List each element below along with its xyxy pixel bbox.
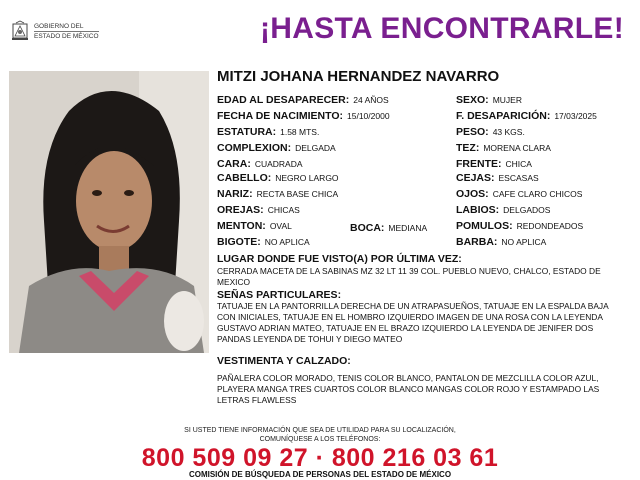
field-value: DELGADOS bbox=[503, 205, 551, 215]
field-value: MEDIANA bbox=[388, 223, 428, 233]
field-label: BARBA: bbox=[456, 236, 498, 248]
logo-line-2: ESTADO DE MÉXICO bbox=[34, 32, 99, 40]
field-value: 15/10/2000 bbox=[347, 111, 390, 121]
marks-title: SEÑAS PARTICULARES: bbox=[217, 289, 342, 301]
field-ojos bbox=[456, 188, 582, 200]
field-cara bbox=[217, 158, 303, 170]
field-value: MORENA CLARA bbox=[483, 143, 551, 153]
logo-line-1: GOBIERNO DEL bbox=[34, 23, 99, 32]
person-name: MITZI JOHANA HERNANDEZ NAVARRO bbox=[217, 68, 500, 85]
field-label: CARA: bbox=[217, 158, 251, 170]
field-boca bbox=[350, 222, 427, 234]
field-label: OREJAS: bbox=[217, 204, 264, 216]
field-complexion bbox=[217, 142, 336, 154]
field-value: 24 AÑOS bbox=[353, 95, 389, 105]
field-label: FRENTE: bbox=[456, 158, 502, 170]
person-photo bbox=[9, 71, 209, 353]
field-sexo bbox=[456, 94, 522, 106]
field-value: ESCASAS bbox=[498, 173, 539, 183]
field-estatura bbox=[217, 126, 319, 138]
field-cejas bbox=[456, 172, 539, 184]
field-value: MUJER bbox=[492, 95, 522, 105]
field-value: DELGADA bbox=[295, 143, 336, 153]
last-seen-title: LUGAR DONDE FUE VISTO(A) POR ÚLTIMA VEZ: bbox=[217, 253, 462, 265]
headline: ¡HASTA ENCONTRARLE! bbox=[260, 12, 625, 45]
field-label: NARIZ: bbox=[217, 188, 253, 200]
field-value: CAFE CLARO CHICOS bbox=[492, 189, 583, 199]
field-label: CEJAS: bbox=[456, 172, 495, 184]
field-value: RECTA BASE CHICA bbox=[256, 189, 339, 199]
field-value: 43 KGS. bbox=[492, 127, 525, 137]
field-labios bbox=[456, 204, 550, 216]
field-nacimiento bbox=[217, 110, 390, 122]
field-label: MENTON: bbox=[217, 220, 266, 232]
field-value: NO APLICA bbox=[501, 237, 547, 247]
field-value: OVAL bbox=[269, 221, 292, 231]
field-value: NO APLICA bbox=[264, 237, 310, 247]
field-nariz bbox=[217, 188, 338, 200]
field-value: REDONDEADOS bbox=[516, 221, 584, 231]
field-label: FECHA DE NACIMIENTO: bbox=[217, 110, 343, 122]
field-label: TEZ: bbox=[456, 142, 480, 154]
field-label: BOCA: bbox=[350, 222, 385, 234]
field-bigote bbox=[217, 236, 310, 248]
field-pomulos bbox=[456, 220, 583, 232]
field-label: LABIOS: bbox=[456, 204, 500, 216]
field-label: CABELLO: bbox=[217, 172, 272, 184]
footer-note-line-2: COMUNÍQUESE A LOS TELÉFONOS: bbox=[259, 436, 381, 443]
marks-text: TATUAJE EN LA PANTORRILLA DERECHA DE UN ATRAPASUEÑOS, TATUAJE EN LA ESPALDA BAJA CON INICIALES, TATUAJE EN EL HOMBRO IZQUIERDO IMAGEN DE UNA ROSA CON LA LEYENDA GUSTAVO ADRIAN MATEO, TATUAJE EN EL BRAZO IZQUIERDO LA LEYENDA DE JENIFER DOS PANDAS LEYENDA DE TOHUI Y DIEGO MATEO bbox=[217, 301, 609, 344]
field-label: OJOS: bbox=[456, 188, 489, 200]
field-orejas bbox=[217, 204, 300, 216]
clothing-text: PAÑALERA COLOR MORADO, TENIS COLOR BLANCO, PANTALON DE MEZCLILLA COLOR AZUL, PLAYERA MANGA TRES CUARTOS COLOR BLANCO MANGAS COLOR ROJO Y ESTAMPADO LAS LETRAS FLAWLESS bbox=[217, 373, 600, 405]
field-value: CHICA bbox=[505, 159, 532, 169]
field-tez bbox=[456, 142, 551, 154]
field-menton bbox=[217, 220, 292, 232]
field-label: F. DESAPARICIÓN: bbox=[456, 110, 551, 122]
field-value: 17/03/2025 bbox=[554, 111, 597, 121]
field-peso bbox=[456, 126, 525, 138]
field-label: BIGOTE: bbox=[217, 236, 261, 248]
field-label: POMULOS: bbox=[456, 220, 513, 232]
field-value: CUADRADA bbox=[254, 159, 303, 169]
field-value: 1.58 MTS. bbox=[280, 127, 320, 137]
field-label: PESO: bbox=[456, 126, 489, 138]
field-label: EDAD AL DESAPARECER: bbox=[217, 94, 350, 106]
field-label: SEXO: bbox=[456, 94, 489, 106]
last-seen-text: CERRADA MACETA DE LA SABINAS MZ 32 LT 11 39 COL. PUEBLO NUEVO, CHALCO, ESTADO DE MEXICO bbox=[217, 266, 601, 287]
logo-text bbox=[34, 23, 99, 40]
field-desaparicion bbox=[456, 110, 597, 122]
field-label: ESTATURA: bbox=[217, 126, 277, 138]
field-edad bbox=[217, 94, 389, 106]
clothing-title: VESTIMENTA Y CALZADO: bbox=[217, 355, 351, 367]
commission-name: COMISIÓN DE BÚSQUEDA DE PERSONAS DEL ESTADO DE MÉXICO bbox=[188, 470, 452, 479]
field-value: NEGRO LARGO bbox=[275, 173, 339, 183]
field-barba bbox=[456, 236, 546, 248]
field-cabello bbox=[217, 172, 339, 184]
footer-note-line-1: SI USTED TIENE INFORMACIÓN QUE SEA DE UTILIDAD PARA SU LOCALIZACIÓN, bbox=[184, 427, 456, 434]
state-seal-icon bbox=[10, 20, 30, 42]
field-frente bbox=[456, 158, 532, 170]
phone-numbers: 800 509 09 27 · 800 216 03 61 bbox=[141, 444, 499, 472]
government-logo bbox=[10, 20, 99, 42]
field-value: CHICAS bbox=[267, 205, 300, 215]
field-label: COMPLEXION: bbox=[217, 142, 292, 154]
